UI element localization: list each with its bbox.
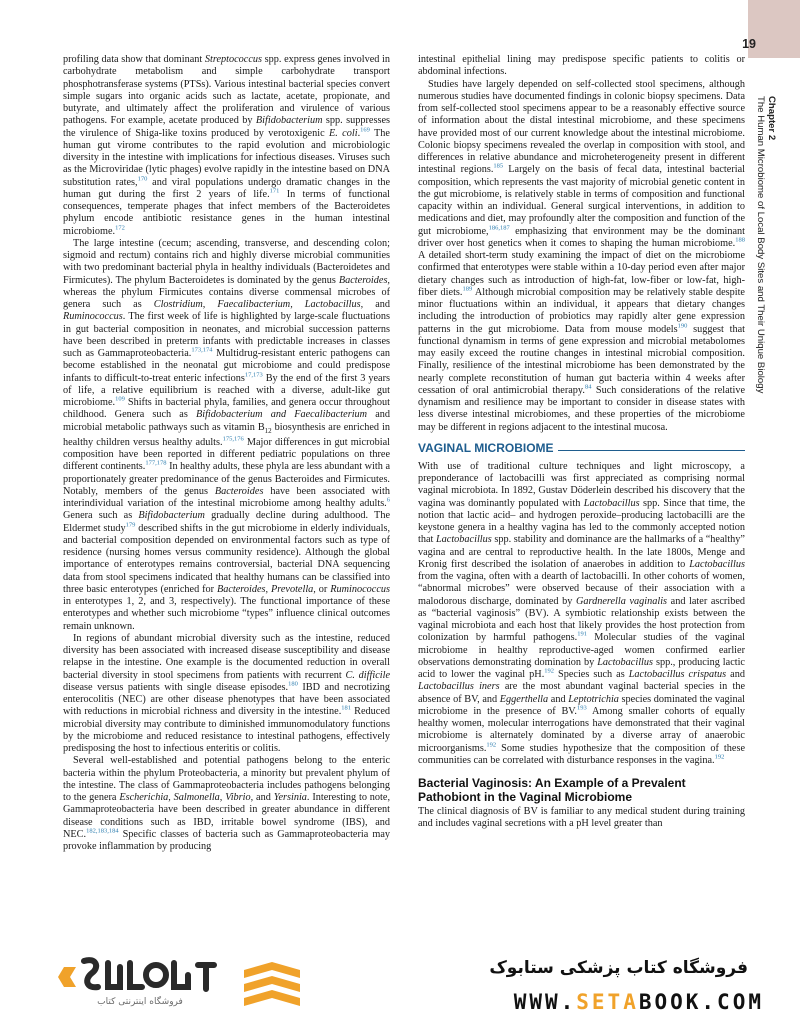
paragraph: profiling data show that dominant Streptococcus spp. express genes involved in carbohydrate metabolism and simple carbohydrate transport phosphotransferase systems (PTSs). Various intestinal bacterial species convert simple sugars into organic acids such as lactate, acetate, propionate, and butyrate, and ultimately affect the proliferation and virulence of various pathogens. For example, acetate produced by Bifidobacterium spp. suppresses the virulence of Shiga-like toxins produced by verotoxigenic E. coli.$^{169}$ The human gut virome contributes to the rapid evolution and microbiologic diversity in the intestine with implications for infectious diseases. Viruses such as the Microviridae (lytic phages) evolve rapidly in the intestine based on DNA substitution rates,$^{170}$ and viral populations undergo dramatic changes in the human gut during the first 2 years of life.$^{171}$ In terms of functional consequences, temperate phages that infect members of the Bacteroidetes phylum encode antibiotic resistance genes in the human intestinal microbiome.$^{172}$	[63, 54, 390, 237]
setabook-logo	[56, 953, 221, 1019]
section-heading	[418, 442, 745, 458]
paragraph: intestinal epithelial lining may predispose specific patients to colitis or abdominal infections.	[418, 54, 745, 78]
left-column	[63, 54, 390, 946]
logo-text: فروشگاه اینترنتی کتاب	[97, 997, 183, 1007]
store-url-accent: SETA	[576, 990, 639, 1014]
paragraph: The clinical diagnosis of BV is familiar to any medical student during training and includes vaginal secretions with a pH level greater than	[418, 806, 745, 830]
paragraph: Several well-established and potential pathogens belong to the enteric bacteria within the phylum Proteobacteria, a minority but prevalent phylum of the intestine. The class of Gammaproteobacteria includes pathogens belonging to the genera Escherichia, Salmonella, Vibrio, and Yersinia. Interesting to note, Gammaproteobacteria have been described in greater abundance in different disease conditions such as IBD, irritable bowel syndrome (IBS), and NEC.$^{182,183,184}$ Specific classes of bacteria such as Gammaproteobacteria may provoke inflammation by producing	[63, 755, 390, 853]
subsection-heading: Bacterial Vaginosis: An Example of a Prevalent Pathobiont in the Vaginal Microbiome	[418, 776, 686, 804]
right-column	[418, 54, 745, 946]
store-url-suffix: BOOK.COM	[638, 990, 764, 1014]
paragraph: Studies have largely depended on self-collected stool specimens, although numerous studies have documented findings in colonic biopsy specimens. Data from self-collected stool specimens appear to be a reasonably effective source of information about the distal intestinal microbiome, and these specimens have provided most of our current knowledge about the intestinal microbiome. Colonic biopsy specimens revealed the overlap in composition with stool, and differences in relative abundance and microheterogeneity present in different intestinal regions.$^{185}$ Largely on the basis of fecal data, intestinal bacterial composition, which represents the vast majority of microbial genetic content in the gut microbiome, is relatively stable in terms of composition and functional capacity within an individual. General surgical interventions, in addition to medications and diet, may profoundly alter the composition and function of the gut microbiome,$^{186,187}$ emphasizing that environment may be the dominant driver over host genetics when it comes to shaping the human microbiome.$^{188}$ A detailed short-term study examining the impact of diet on the microbiome confirmed that enterotypes were stable within a 10-day period even after major dietary changes such as introduction of high-fat, low-fiber or low-fat, high-fiber diets.$^{189}$ Although microbial composition may be relatively stable despite minor fluctuations within an individual, it appears that dietary changes including the introduction of probiotics may rapidly alter gene expression patterns in the gut microbiome. Data from mouse models$^{190}$ suggest that functional dynamism in terms of gene expression and microbial metabolomes may easily exceed the routine changes in intestinal microbial composition. Finally, resilience of the intestinal microbiome has been demonstrated by the nearly complete reconstitution of human gut bacteria within 4 weeks after cessation of oral antimicrobial therapy.$^{84}$ Such considerations of the relative dynamism and resilience may be important to consider in disease states with less diverse intestinal microbiomes, and these properties of the microbiome may be different in regions adjacent to the intestinal mucosa.	[418, 78, 745, 433]
store-title: فروشگاه کتاب پزشکی ستابوک	[489, 958, 748, 978]
setabook-logo-mark	[56, 953, 221, 997]
section-heading-text: VAGINAL MICROBIOME	[418, 441, 558, 455]
running-head-title: The Human Microbiome of Local Body Sites and Their Unique Biology	[755, 96, 766, 394]
store-url[interactable]	[404, 990, 764, 1014]
store-url-prefix: WWW.	[513, 990, 577, 1014]
paragraph: With use of traditional culture techniques and light microscopy, a preponderance of lactobacilli was first appreciated as comprising normal vaginal microbiota. In 1892, Gustav Döderlein described his discovery that the vagina was dominantly populated with Lactobacillus spp. Since that time, the notion that lactic acid– and hydrogen peroxide–producing lactobacilli are the keystone genera in a healthy vagina has led to the commonly accepted notion that Lactobacillus spp. stability and dominance are the hallmarks of a “healthy” vagina and are central to reproductive health. In the late 1800s, Menge and Kronig first described the isolation of anaerobes in addition to Lactobacillus from the vagina, often with a dearth of lactobacilli. In other cohorts of women, “abnormal microbes” were observed because of their association with a malodorous discharge, dominated by Gardnerella vaginalis and later ascribed as “bacterial vaginosis” (BV). A symbiotic relationship exists between the vaginal microbiota and each host that likely provides the host protection from colonization by harmful pathogens.$^{191}$ Molecular studies of the vaginal microbiome in healthy reproductive-aged women confirmed earlier observations demonstrating domination by Lactobacillus spp., producing lactic acid to lower the vaginal pH.$^{192}$ Species such as Lactobacillus crispatus and Lactobacillus iners are the most abundant vaginal bacterial species in the absence of BV, and Eggerthella and Leptotrichia species dominated the vaginal microbiome in the presence of BV.$^{193}$ Among smaller cohorts of equally healthy women, molecular interrogations have demonstrated that their vaginal microbiome is alternately dominated by a diverse array of anaerobic microorganisms.$^{192}$ Some studies hypothesize that the composition of these communities can be correlated with disturbance responses in the vagina.$^{192}$	[418, 460, 745, 766]
page-number: 19	[742, 37, 756, 51]
paragraph: The large intestine (cecum; ascending, transverse, and descending colon; sigmoid and rectum) contains rich and highly diverse microbial communities with two predominant bacterial phyla in healthy individuals (Bacteroidetes and Firmicutes). The phylum Bacteroidetes is dominated by the genus Bacteroides, whereas the phylum Firmicutes contains diverse commensal microbes of genera such as Clostridium, Faecalibacterium, Lactobacillus, and Ruminococcus. The first week of life is highlighted by large-scale fluctuations in gut bacterial composition in neonates, and microbial succession patterns have been described in preterm infants with predictable increases in classes such as Gammaproteobacteria.$^{173,174}$ Multidrug-resistant enteric pathogens can become established in the neonatal gut microbiome and could predispose infants to difficult-to-treat enteric infections$^{17,173}$ By the end of the first 3 years of life, a relative equilibrium is reached with a diverse, adult-like gut microbiome.$^{109}$ Shifts in bacterial phyla, families, and genera occur throughout childhood. Genera such as Bifidobacterium and Faecalibacterium and microbial metabolic pathways such as vitamin $B_{12}$ biosynthesis are enriched in healthy children versus healthy adults.$^{175,176}$ Major differences in gut microbial composition have been reported in different pediatric populations on three different continents.$^{177,178}$ In healthy adults, these phyla are less abundant with a proportionately greater predominance of the genus Bacteroides and Firmicutes. Notably, members of the genus Bacteroides have been associated with interindividual variation of the intestinal microbiome among healthy adults.$^6$ Genera such as Bifidobacterium gradually decline during adulthood. The Eldermet study$^{179}$ described shifts in the gut microbiome in elderly individuals, and bacterial composition depended on environmental factors such as type of residence (nursing homes versus community residence). Although the global importance of enterotypes remains controversial, bacterial DNA sequencing data from stool specimens indicated that healthy humans can be classified into three basic enterotypes (enriched for Bacteroides, Prevotella, or Ruminococcus in enterotypes 1, 2, and 3, respectively). The functional importance of these enterotypes and whether such microbiome “types” influence clinical outcomes remain unknown.	[63, 237, 390, 632]
paragraph: In regions of abundant microbial diversity such as the intestine, reduced diversity has been associated with increased disease susceptibility and disease relapse in the intestine. One example is the documented reduction in overall bacterial diversity in stool specimens from patients with recurrent C. difficile disease versus patients with single disease episodes.$^{180}$ IBD and necrotizing enterocolitis (NEC) are other disease phenotypes that have been associated with reductions in microbial richness and diversity in the intestine.$^{181}$ Reduced microbial diversity may contribute to diminished immunomodulatory functions by the microbiome and reduced resistance to intestinal pathogens, effectively predisposing the host to infectious enteritis or colitis.	[63, 632, 390, 755]
running-head-chapter: Chapter 2	[766, 96, 777, 141]
book-emblem-icon	[240, 960, 304, 1012]
running-head	[755, 96, 779, 441]
